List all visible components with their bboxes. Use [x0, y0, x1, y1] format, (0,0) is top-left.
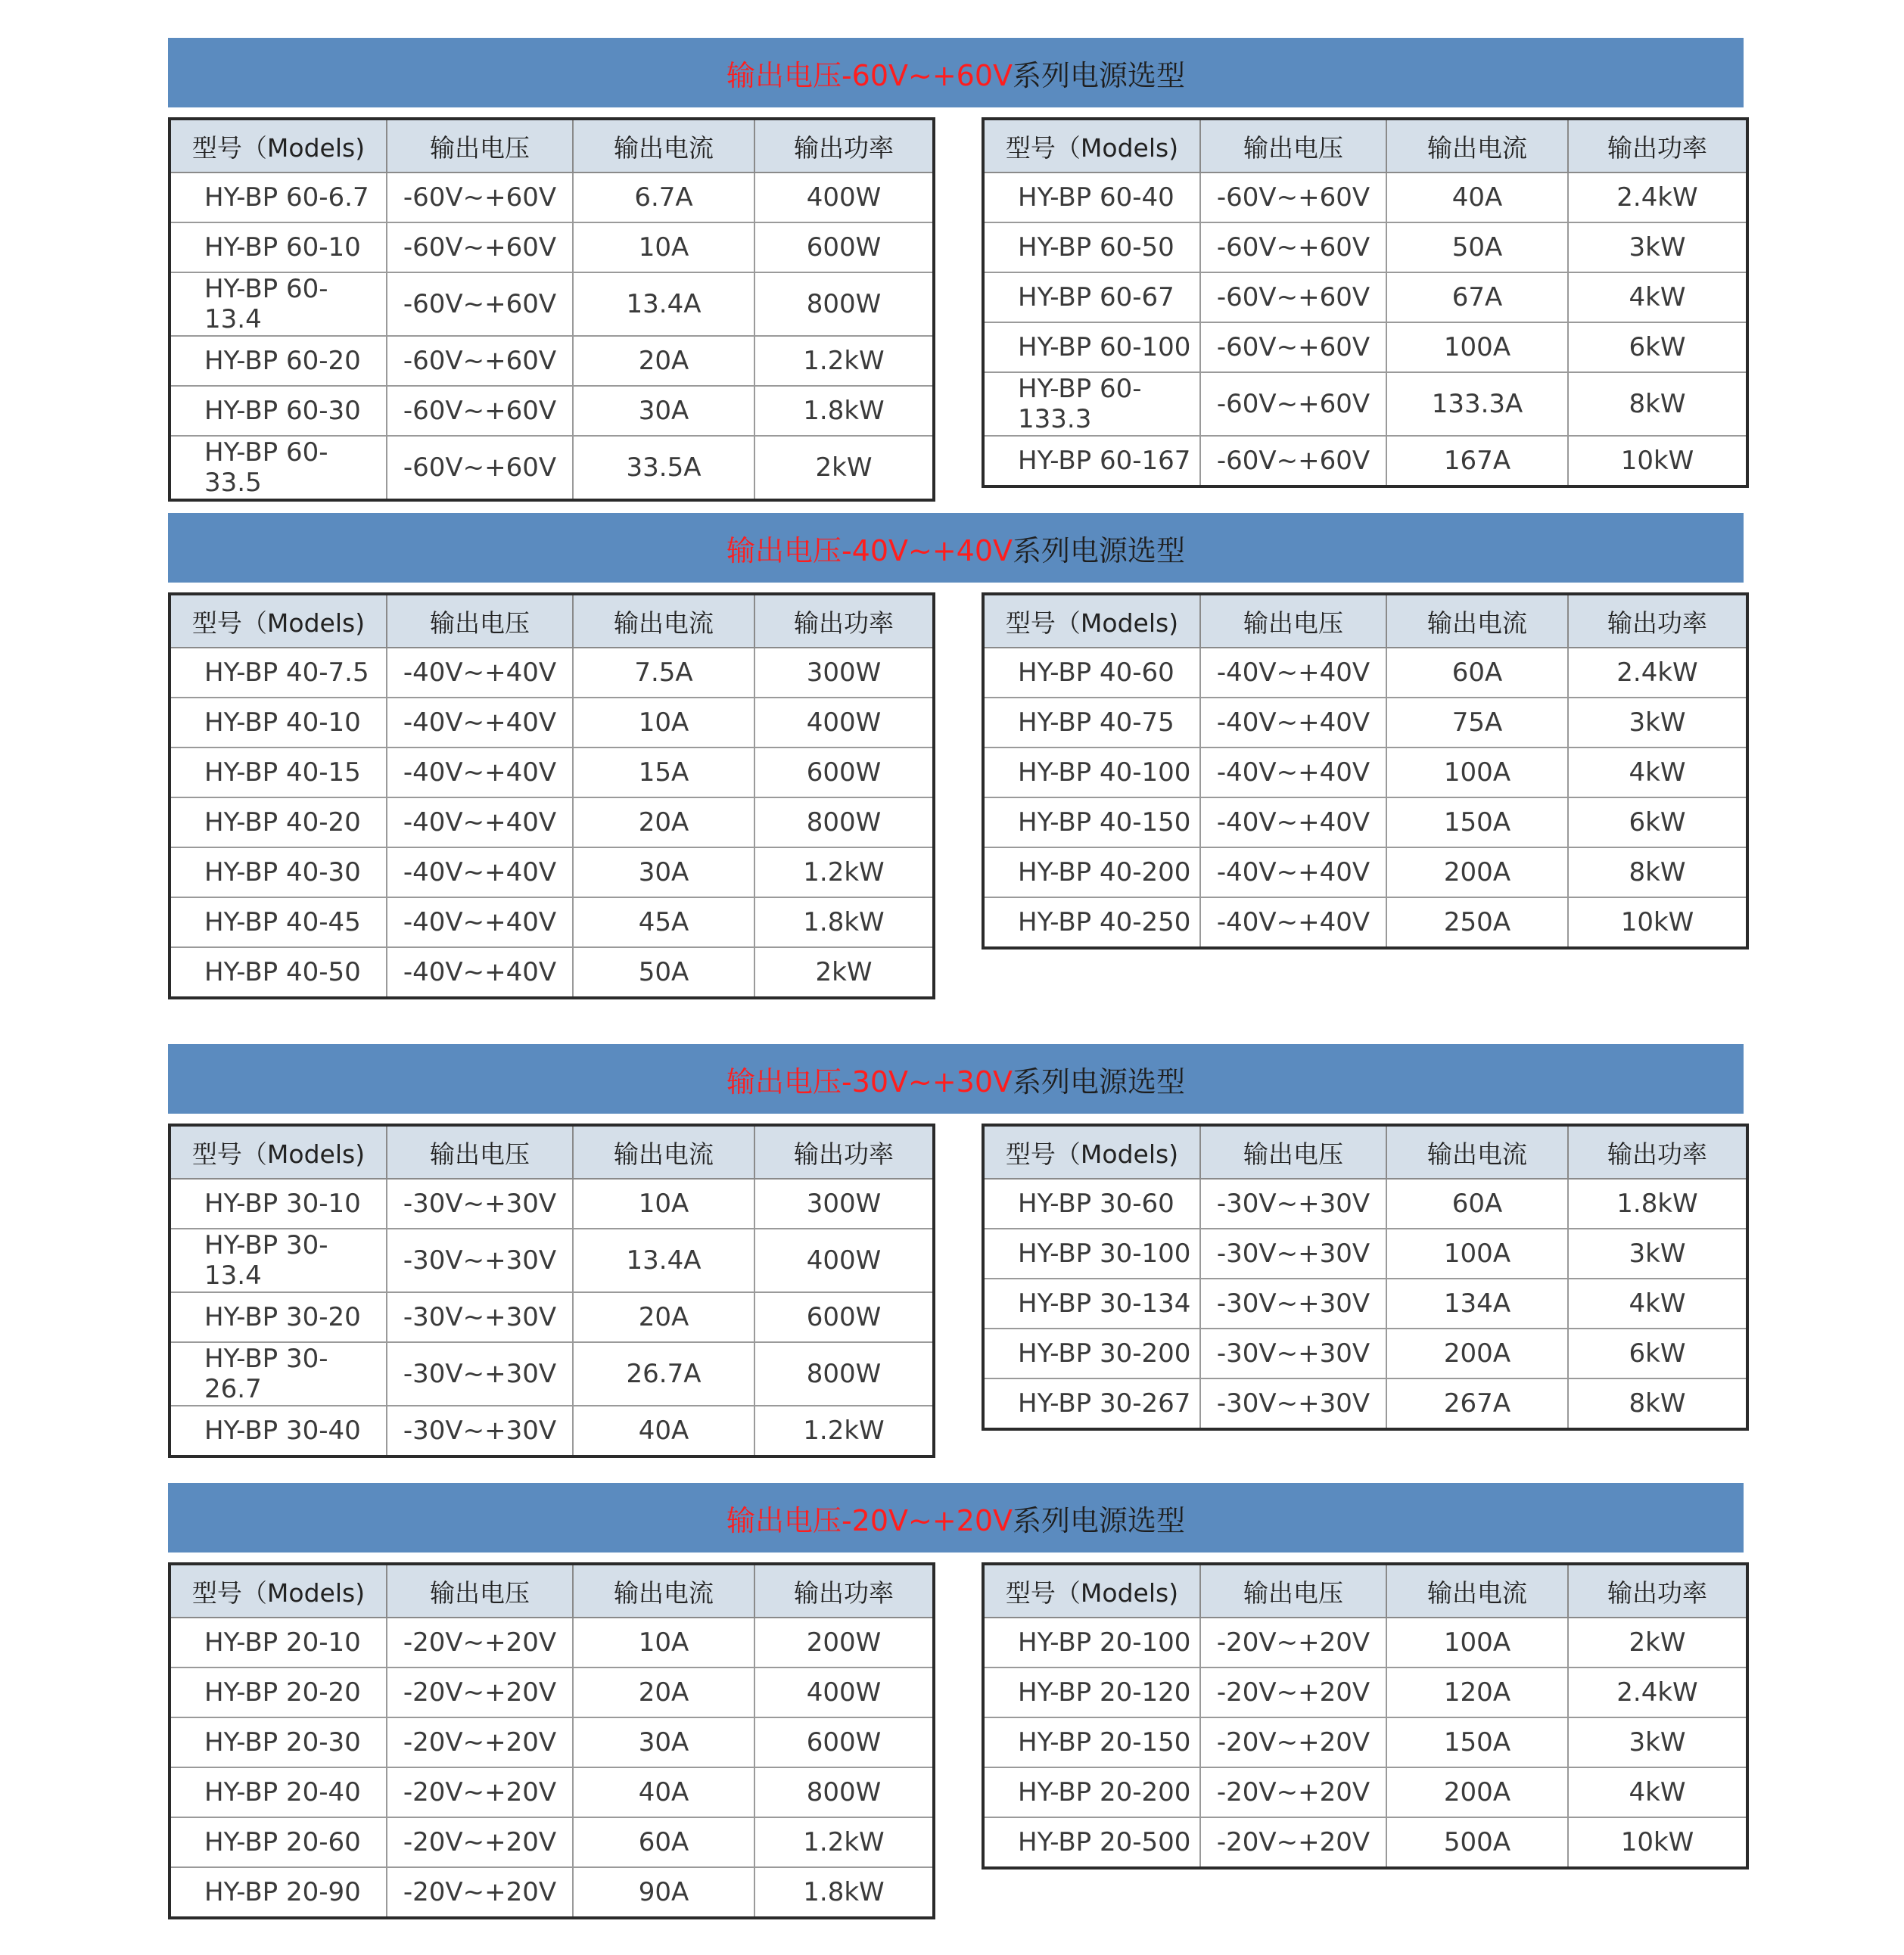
cell-model: HY-BP 30-200: [983, 1329, 1200, 1378]
cell-power: 1.8kW: [1568, 1179, 1747, 1229]
cell-voltage: -30V~+30V: [1200, 1329, 1386, 1378]
cell-voltage: -30V~+30V: [387, 1292, 573, 1342]
cell-power: 400W: [754, 698, 934, 748]
cell-voltage: -30V~+30V: [387, 1342, 573, 1406]
table-row: [983, 272, 1747, 322]
cell-voltage: -30V~+30V: [1200, 1378, 1386, 1429]
cell-power: 1.8kW: [803, 1877, 885, 1907]
cell-current: 10A: [573, 222, 754, 272]
table-row: [983, 1329, 1747, 1378]
cell-power: 6kW: [1568, 797, 1747, 847]
cell-voltage: -40V~+40V: [387, 847, 573, 897]
table-row: [170, 336, 934, 386]
table-row: [170, 222, 934, 272]
cell-model: HY-BP 30-267: [983, 1378, 1200, 1429]
section-title-voltage-range: 输出电压-60V~+60V: [726, 58, 1013, 92]
table-row: [983, 1668, 1747, 1717]
table-row: [170, 172, 934, 222]
section-title-banner: [168, 38, 1744, 107]
cell-voltage: -30V~+30V: [387, 1406, 573, 1456]
cell-power: 400W: [754, 1668, 934, 1717]
column-header-model: 型号（Models): [170, 119, 387, 172]
cell-current: 15A: [573, 748, 754, 797]
table-row: [170, 272, 934, 336]
cell-voltage: -20V~+20V: [387, 1668, 573, 1717]
table-row: [983, 1279, 1747, 1329]
column-header-model: 型号（Models): [170, 594, 387, 648]
cell-current: 150A: [1386, 797, 1568, 847]
table-row: [170, 1767, 934, 1817]
cell-current: 250A: [1386, 897, 1568, 948]
cell-power: 2.4kW: [1568, 172, 1747, 222]
cell-voltage: -30V~+30V: [387, 1229, 573, 1292]
table-row: [170, 698, 934, 748]
column-header-current: 输出电流: [573, 1564, 754, 1618]
column-header-current: 输出电流: [1386, 1125, 1568, 1179]
section-title-banner: [168, 513, 1744, 583]
cell-current: 133.3A: [1386, 372, 1568, 436]
cell-current: 200A: [1386, 1767, 1568, 1817]
cell-model: HY-BP 20-10: [170, 1618, 387, 1668]
cell-model: HY-BP 30-26.7: [170, 1342, 387, 1406]
cell-model: HY-BP 20-20: [170, 1668, 387, 1717]
cell-current: 100A: [1386, 322, 1568, 372]
cell-current: 7.5A: [573, 648, 754, 698]
table-row: [170, 1867, 934, 1918]
column-header-model: 型号（Models): [983, 1125, 1200, 1179]
cell-current: 30A: [573, 1717, 754, 1767]
table-row: [170, 1342, 934, 1406]
table-row: [170, 847, 934, 897]
column-header-current: 输出电流: [573, 594, 754, 648]
cell-voltage: -60V~+60V: [387, 436, 573, 500]
table-header-row: [170, 1125, 934, 1179]
cell-current: 20A: [573, 336, 754, 386]
cell-model: HY-BP 40-10: [170, 698, 387, 748]
column-header-voltage: 输出电压: [1200, 1564, 1386, 1618]
cell-power: 1.2kW: [754, 1817, 934, 1867]
table-header-row: [983, 594, 1747, 648]
column-header-voltage: 输出电压: [1200, 1125, 1386, 1179]
cell-voltage: -20V~+20V: [387, 1867, 573, 1918]
cell-model: HY-BP 30-40: [170, 1406, 387, 1456]
cell-power: 800W: [754, 1767, 934, 1817]
table-row: [170, 1229, 934, 1292]
table-row: [983, 1378, 1747, 1429]
cell-power: 10kW: [1620, 446, 1694, 476]
cell-current: 13.4A: [573, 1229, 754, 1292]
cell-power: 8kW: [1629, 1388, 1686, 1419]
cell-current: 20A: [573, 1668, 754, 1717]
table-header-row: [170, 1564, 934, 1618]
cell-voltage: -40V~+40V: [387, 748, 573, 797]
cell-current: 100A: [1386, 748, 1568, 797]
table-row: [983, 897, 1747, 948]
table-row: [170, 648, 934, 698]
cell-power: 3kW: [1568, 698, 1747, 748]
cell-power: 2kW: [1568, 1618, 1747, 1668]
cell-current: 60A: [1386, 648, 1568, 698]
column-header-power: 输出功率: [754, 594, 934, 648]
cell-current: 40A: [1386, 172, 1568, 222]
cell-model: HY-BP 30-10: [170, 1179, 387, 1229]
cell-model: HY-BP 20-60: [170, 1817, 387, 1867]
cell-power: 8kW: [1568, 847, 1747, 897]
table-row: [983, 1229, 1747, 1279]
cell-power: 8kW: [1568, 372, 1747, 436]
cell-power: 2kW: [815, 957, 873, 987]
section-title-banner: [168, 1483, 1744, 1552]
cell-voltage: -40V~+40V: [387, 897, 573, 947]
cell-voltage: -30V~+30V: [1200, 1229, 1386, 1279]
cell-current: 100A: [1386, 1618, 1568, 1668]
cell-model: HY-BP 40-250: [983, 897, 1200, 948]
cell-model: HY-BP 20-40: [170, 1767, 387, 1817]
table-row: [983, 1767, 1747, 1817]
column-header-current: 输出电流: [1386, 594, 1568, 648]
cell-voltage: -40V~+40V: [1200, 797, 1386, 847]
cell-model: HY-BP 60-33.5: [170, 436, 387, 500]
cell-model: HY-BP 40-7.5: [170, 648, 387, 698]
cell-model: HY-BP 20-500: [983, 1817, 1200, 1868]
table-row: [983, 1179, 1747, 1229]
column-header-power: 输出功率: [754, 1125, 934, 1179]
cell-power: 600W: [754, 748, 934, 797]
cell-voltage: -40V~+40V: [387, 947, 573, 998]
column-header-voltage: 输出电压: [1200, 119, 1386, 172]
cell-model: HY-BP 40-75: [983, 698, 1200, 748]
cell-current: 10A: [573, 1618, 754, 1668]
cell-power: 2.4kW: [1568, 648, 1747, 698]
cell-current: 20A: [573, 797, 754, 847]
cell-current: 500A: [1386, 1817, 1568, 1868]
table-row: [170, 1817, 934, 1867]
cell-model: HY-BP 60-10: [170, 222, 387, 272]
spec-table-right: [982, 1562, 1749, 1870]
cell-current: 200A: [1386, 1329, 1568, 1378]
cell-power: 1.2kW: [803, 1416, 885, 1446]
cell-model: HY-BP 20-120: [983, 1668, 1200, 1717]
cell-voltage: -40V~+40V: [1200, 698, 1386, 748]
cell-power: 800W: [754, 1342, 934, 1406]
cell-current: 40A: [573, 1767, 754, 1817]
cell-power: 6kW: [1568, 1329, 1747, 1378]
cell-model: HY-BP 40-15: [170, 748, 387, 797]
cell-model: HY-BP 20-150: [983, 1717, 1200, 1767]
cell-model: HY-BP 30-134: [983, 1279, 1200, 1329]
spec-table-left: [168, 592, 935, 999]
cell-model: HY-BP 20-90: [170, 1867, 387, 1918]
spec-table-left: [168, 1562, 935, 1919]
table-row: [983, 847, 1747, 897]
cell-current: 30A: [573, 847, 754, 897]
table-row: [170, 1717, 934, 1767]
cell-voltage: -20V~+20V: [1200, 1668, 1386, 1717]
cell-voltage: -60V~+60V: [387, 272, 573, 336]
cell-voltage: -60V~+60V: [387, 222, 573, 272]
table-header-row: [983, 119, 1747, 172]
cell-power: 300W: [754, 648, 934, 698]
spec-table-right: [982, 1124, 1749, 1431]
section-title-voltage-range: 输出电压-20V~+20V: [726, 1503, 1013, 1537]
cell-voltage: -20V~+20V: [387, 1767, 573, 1817]
cell-voltage: -20V~+20V: [1200, 1618, 1386, 1668]
column-header-voltage: 输出电压: [387, 1564, 573, 1618]
cell-power: 300W: [754, 1179, 934, 1229]
cell-voltage: -60V~+60V: [1200, 222, 1386, 272]
table-row: [170, 947, 934, 998]
table-row: [170, 1406, 934, 1456]
cell-voltage: -30V~+30V: [1200, 1279, 1386, 1329]
table-header-row: [170, 119, 934, 172]
spec-table-left: [168, 117, 935, 502]
cell-current: 10A: [573, 698, 754, 748]
cell-current: 6.7A: [573, 172, 754, 222]
column-header-current: 输出电流: [573, 119, 754, 172]
column-header-voltage: 输出电压: [1200, 594, 1386, 648]
cell-voltage: -60V~+60V: [1200, 272, 1386, 322]
column-header-power: 输出功率: [754, 119, 934, 172]
cell-voltage: -30V~+30V: [1200, 1179, 1386, 1229]
cell-current: 150A: [1386, 1717, 1568, 1767]
column-header-model: 型号（Models): [983, 594, 1200, 648]
cell-current: 60A: [1386, 1179, 1568, 1229]
table-row: [983, 698, 1747, 748]
table-row: [983, 748, 1747, 797]
cell-power: 1.2kW: [754, 847, 934, 897]
cell-voltage: -60V~+60V: [1200, 372, 1386, 436]
cell-power: 3kW: [1568, 222, 1747, 272]
spec-table-left: [168, 1124, 935, 1458]
cell-model: HY-BP 40-20: [170, 797, 387, 847]
cell-power: 400W: [754, 1229, 934, 1292]
table-row: [983, 1717, 1747, 1767]
table-header-row: [983, 1125, 1747, 1179]
section-title-suffix: 系列电源选型: [1013, 58, 1186, 92]
cell-voltage: -30V~+30V: [387, 1179, 573, 1229]
cell-power: 4kW: [1568, 272, 1747, 322]
column-header-current: 输出电流: [1386, 119, 1568, 172]
cell-current: 75A: [1386, 698, 1568, 748]
column-header-model: 型号（Models): [983, 119, 1200, 172]
cell-model: HY-BP 40-100: [983, 748, 1200, 797]
table-row: [170, 1668, 934, 1717]
column-header-voltage: 输出电压: [387, 594, 573, 648]
column-header-model: 型号（Models): [983, 1564, 1200, 1618]
cell-current: 13.4A: [573, 272, 754, 336]
cell-power: 200W: [754, 1618, 934, 1668]
cell-current: 26.7A: [573, 1342, 754, 1406]
column-header-voltage: 输出电压: [387, 1125, 573, 1179]
cell-current: 10A: [573, 1179, 754, 1229]
cell-model: HY-BP 40-30: [170, 847, 387, 897]
cell-power: 1.2kW: [754, 336, 934, 386]
section-title-suffix: 系列电源选型: [1013, 533, 1186, 567]
cell-voltage: -40V~+40V: [1200, 897, 1386, 948]
cell-voltage: -40V~+40V: [387, 797, 573, 847]
table-row: [983, 1618, 1747, 1668]
cell-power: 10kW: [1620, 907, 1694, 937]
table-row: [983, 172, 1747, 222]
cell-power: 800W: [754, 272, 934, 336]
column-header-model: 型号（Models): [170, 1125, 387, 1179]
cell-model: HY-BP 60-20: [170, 336, 387, 386]
cell-model: HY-BP 60-100: [983, 322, 1200, 372]
column-header-power: 输出功率: [1568, 594, 1747, 648]
cell-model: HY-BP 20-30: [170, 1717, 387, 1767]
cell-current: 50A: [573, 947, 754, 998]
cell-voltage: -60V~+60V: [1200, 436, 1386, 486]
section-title-voltage-range: 输出电压-40V~+40V: [726, 533, 1013, 567]
table-row: [983, 222, 1747, 272]
cell-model: HY-BP 60-167: [983, 436, 1200, 486]
cell-power: 3kW: [1568, 1229, 1747, 1279]
cell-model: HY-BP 40-50: [170, 947, 387, 998]
cell-current: 200A: [1386, 847, 1568, 897]
cell-voltage: -20V~+20V: [1200, 1717, 1386, 1767]
column-header-current: 输出电流: [573, 1125, 754, 1179]
column-header-voltage: 输出电压: [387, 119, 573, 172]
cell-model: HY-BP 20-100: [983, 1618, 1200, 1668]
table-row: [170, 1618, 934, 1668]
cell-power: 600W: [754, 222, 934, 272]
cell-current: 100A: [1386, 1229, 1568, 1279]
cell-voltage: -40V~+40V: [1200, 748, 1386, 797]
table-row: [983, 372, 1747, 436]
cell-current: 30A: [573, 386, 754, 436]
cell-power: 2.4kW: [1568, 1668, 1747, 1717]
cell-current: 40A: [573, 1406, 754, 1456]
cell-model: HY-BP 40-45: [170, 897, 387, 947]
cell-voltage: -60V~+60V: [387, 386, 573, 436]
cell-power: 600W: [754, 1717, 934, 1767]
column-header-power: 输出功率: [1568, 1125, 1747, 1179]
table-row: [170, 897, 934, 947]
cell-current: 67A: [1386, 272, 1568, 322]
cell-power: 4kW: [1568, 1767, 1747, 1817]
cell-power: 4kW: [1568, 748, 1747, 797]
cell-voltage: -40V~+40V: [387, 698, 573, 748]
cell-model: HY-BP 30-60: [983, 1179, 1200, 1229]
cell-voltage: -40V~+40V: [387, 648, 573, 698]
cell-current: 33.5A: [573, 436, 754, 500]
table-row: [983, 648, 1747, 698]
column-header-power: 输出功率: [1568, 119, 1747, 172]
cell-model: HY-BP 30-20: [170, 1292, 387, 1342]
cell-model: HY-BP 60-133.3: [983, 372, 1200, 436]
cell-model: HY-BP 60-13.4: [170, 272, 387, 336]
cell-voltage: -60V~+60V: [1200, 172, 1386, 222]
cell-current: 50A: [1386, 222, 1568, 272]
column-header-power: 输出功率: [754, 1564, 934, 1618]
cell-power: 1.8kW: [754, 386, 934, 436]
table-row: [170, 748, 934, 797]
cell-model: HY-BP 30-100: [983, 1229, 1200, 1279]
cell-power: 4kW: [1568, 1279, 1747, 1329]
table-row: [170, 797, 934, 847]
table-row: [983, 436, 1747, 486]
column-header-current: 输出电流: [1386, 1564, 1568, 1618]
cell-model: HY-BP 40-150: [983, 797, 1200, 847]
cell-model: HY-BP 40-60: [983, 648, 1200, 698]
table-row: [983, 1817, 1747, 1868]
cell-power: 400W: [754, 172, 934, 222]
cell-model: HY-BP 60-30: [170, 386, 387, 436]
cell-current: 20A: [573, 1292, 754, 1342]
cell-power: 2kW: [815, 452, 873, 483]
cell-current: 90A: [573, 1867, 754, 1918]
cell-current: 120A: [1386, 1668, 1568, 1717]
table-row: [170, 1292, 934, 1342]
cell-power: 3kW: [1568, 1717, 1747, 1767]
cell-voltage: -20V~+20V: [1200, 1767, 1386, 1817]
section-title-voltage-range: 输出电压-30V~+30V: [726, 1065, 1013, 1099]
cell-voltage: -40V~+40V: [1200, 847, 1386, 897]
cell-voltage: -60V~+60V: [1200, 322, 1386, 372]
cell-model: HY-BP 20-200: [983, 1767, 1200, 1817]
cell-current: 45A: [573, 897, 754, 947]
column-header-power: 输出功率: [1568, 1564, 1747, 1618]
spec-table-right: [982, 117, 1749, 488]
cell-power: 600W: [754, 1292, 934, 1342]
table-header-row: [983, 1564, 1747, 1618]
cell-current: 267A: [1386, 1378, 1568, 1429]
cell-voltage: -20V~+20V: [387, 1717, 573, 1767]
spec-table-right: [982, 592, 1749, 950]
cell-current: 167A: [1386, 436, 1568, 486]
cell-voltage: -60V~+60V: [387, 172, 573, 222]
cell-current: 60A: [573, 1817, 754, 1867]
cell-voltage: -40V~+40V: [1200, 648, 1386, 698]
table-row: [170, 436, 934, 500]
cell-model: HY-BP 40-200: [983, 847, 1200, 897]
table-row: [170, 386, 934, 436]
cell-voltage: -60V~+60V: [387, 336, 573, 386]
cell-voltage: -20V~+20V: [1200, 1817, 1386, 1868]
cell-current: 134A: [1386, 1279, 1568, 1329]
cell-power: 6kW: [1568, 322, 1747, 372]
table-row: [983, 797, 1747, 847]
table-row: [170, 1179, 934, 1229]
cell-power: 800W: [754, 797, 934, 847]
cell-model: HY-BP 30-13.4: [170, 1229, 387, 1292]
section-title-suffix: 系列电源选型: [1013, 1503, 1186, 1537]
section-title-banner: [168, 1044, 1744, 1114]
cell-model: HY-BP 60-6.7: [170, 172, 387, 222]
table-header-row: [170, 594, 934, 648]
cell-model: HY-BP 60-50: [983, 222, 1200, 272]
cell-model: HY-BP 60-67: [983, 272, 1200, 322]
section-title-suffix: 系列电源选型: [1013, 1065, 1186, 1099]
table-row: [983, 322, 1747, 372]
cell-model: HY-BP 60-40: [983, 172, 1200, 222]
cell-power: 1.8kW: [754, 897, 934, 947]
cell-voltage: -20V~+20V: [387, 1817, 573, 1867]
cell-power: 10kW: [1620, 1827, 1694, 1857]
column-header-model: 型号（Models): [170, 1564, 387, 1618]
cell-voltage: -20V~+20V: [387, 1618, 573, 1668]
